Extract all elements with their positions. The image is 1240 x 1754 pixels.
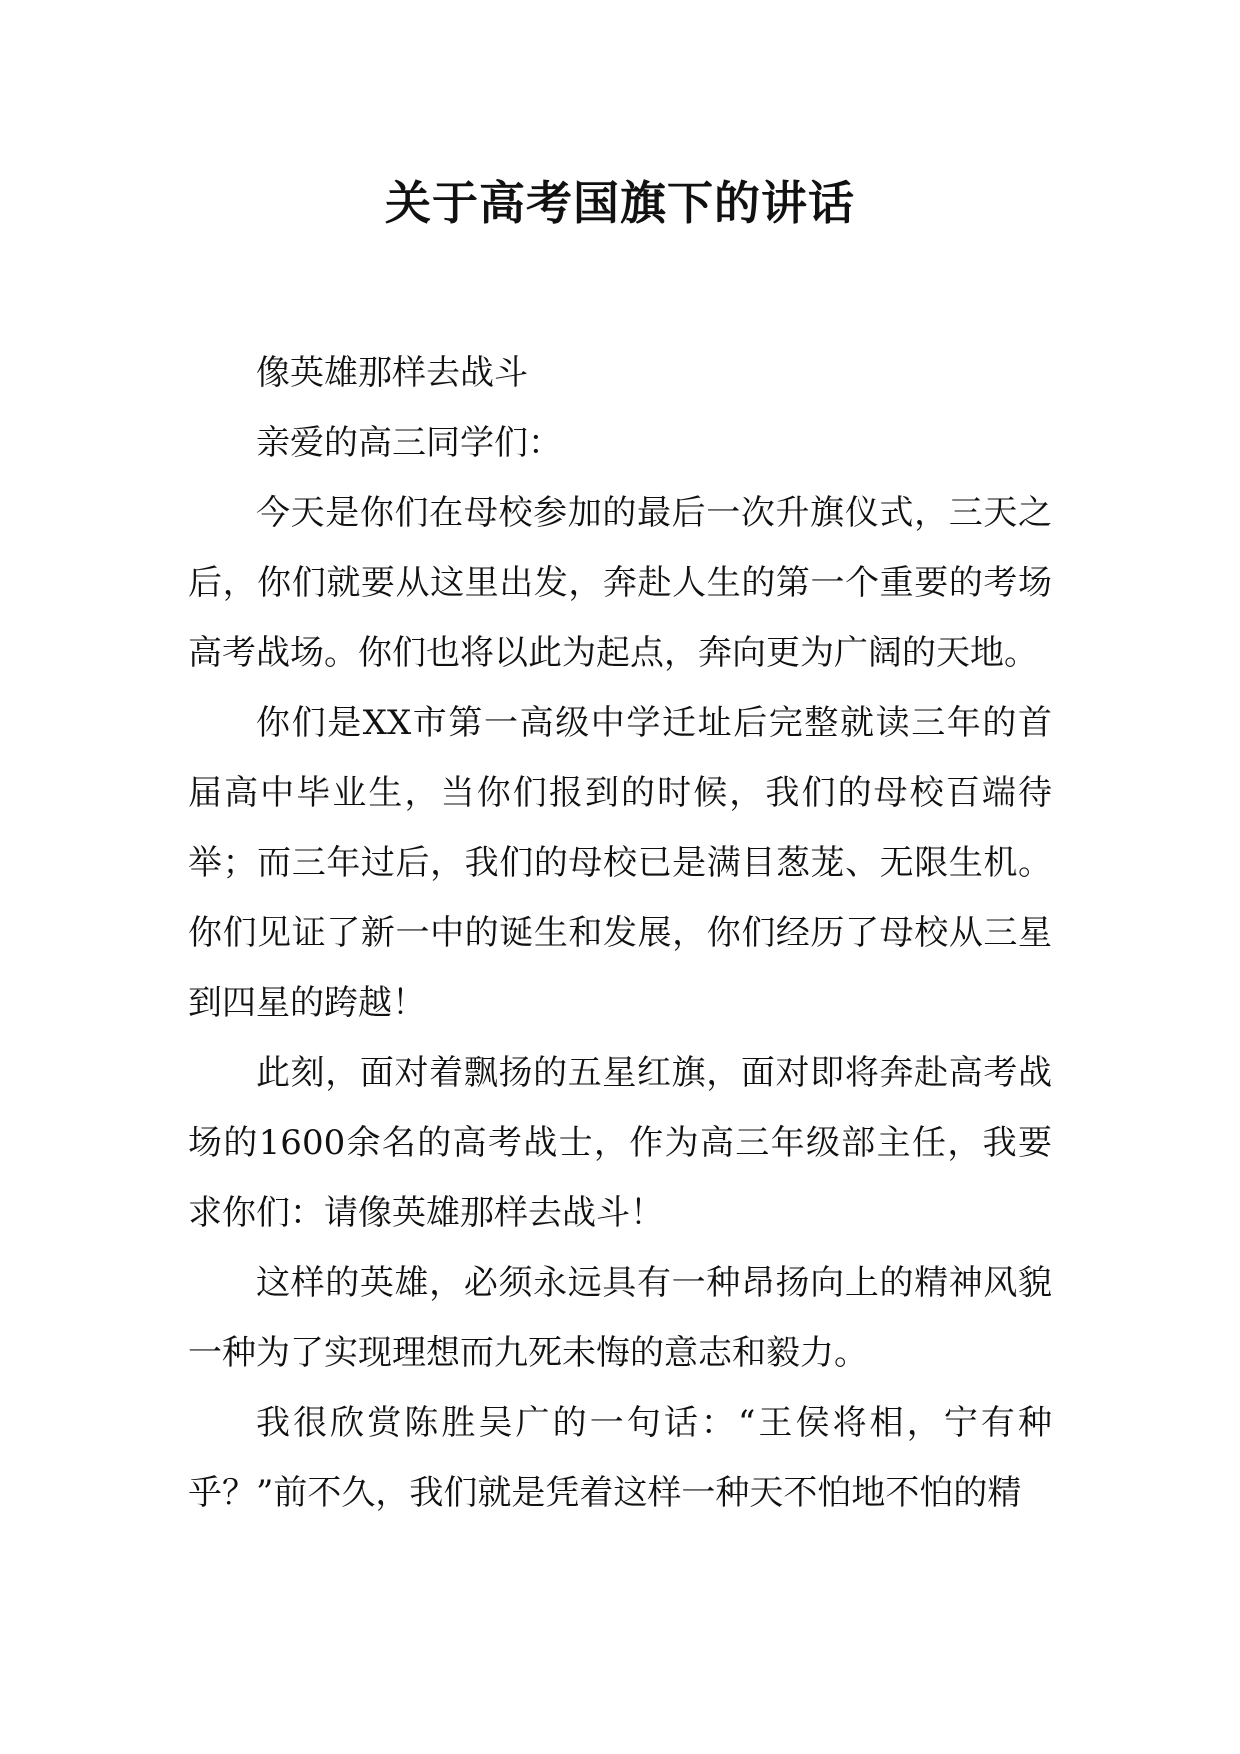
speech-heading: 像英雄那样去战斗 [256, 353, 528, 393]
paragraph: 我很欣赏陈胜吴广的一句话：“王侯将相，宁有种乎？”前不久，我们就是凭着这样一种天不怕地不怕的精 [188, 1403, 1052, 1513]
document-body [188, 338, 1052, 1528]
salutation: 亲爱的高三同学们： [256, 423, 562, 463]
paragraph: 此刻，面对着飘扬的五星红旗，面对即将奔赴高考战场的1600余名的高考战士，作为高三年级部主任，我要求你们：请像英雄那样去战斗！ [188, 1053, 1052, 1233]
paragraph: 这样的英雄，必须永远具有一种昂扬向上的精神风貌一种为了实现理想而九死未悔的意志和毅力。 [188, 1263, 1052, 1373]
page-title: 关于高考国旗下的讲话 [385, 176, 855, 230]
paragraph: 你们是XX市第一高级中学迁址后完整就读三年的首届高中毕业生，当你们报到的时候，我们的母校百端待举；而三年过后，我们的母校已是满目葱茏、无限生机。你们见证了新一中的诞生和发展，你们经历了母校从三星到四星的跨越！ [188, 703, 1052, 1023]
paragraph: 今天是你们在母校参加的最后一次升旗仪式，三天之后，你们就要从这里出发，奔赴人生的第一个重要的考场高考战场。你们也将以此为起点，奔向更为广阔的天地。 [188, 493, 1052, 673]
